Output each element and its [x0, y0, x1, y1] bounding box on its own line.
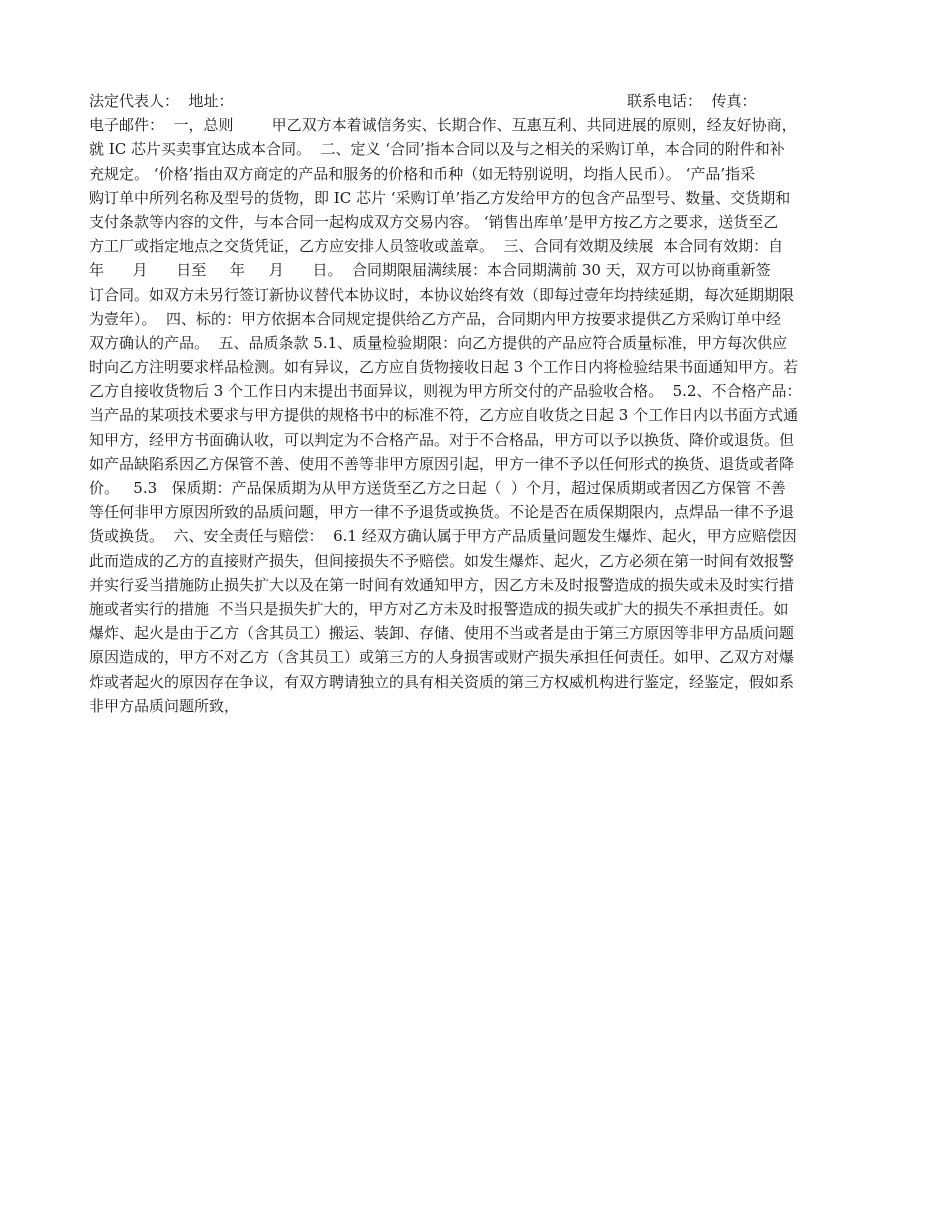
contract-header-line	[89, 89, 861, 113]
body-line: 年 月 日至 年 月 日。 合同期限届满续展：本合同期满前 30 天，双方可以协商重新签	[89, 261, 771, 280]
body-line: 购订单中所列名称及型号的货物，即 IC 芯片 ‘采购订单’指乙方发给甲方的包含产品型号、数量、交货期和	[89, 188, 791, 207]
contract-body	[89, 89, 861, 718]
body-line: 等任何非甲方原因所致的品质问题，甲方一律不予退货或换货。不论是否在质保期限内，点焊品一律不予退	[89, 503, 795, 522]
body-line: 支付条款等内容的文件，与本合同一起构成双方交易内容。 ‘销售出库单’是甲方按乙方之要求，送货至乙	[89, 212, 779, 231]
body-line: 爆炸、起火是由于乙方（含其员工）搬运、装卸、存储、使用不当或者是由于第三方原因等非甲方品质问题	[89, 624, 795, 643]
body-line: 炸或者起火的原因存在争议，有双方聘请独立的具有相关资质的第三方权威机构进行鉴定，经鉴定，假如系	[89, 672, 795, 691]
body-line: 知甲方，经甲方书面确认收，可以判定为不合格产品。对于不合格品，甲方可以予以换货、降价或退货。但	[89, 430, 795, 449]
body-line: 如产品缺陷系因乙方保管不善、使用不善等非甲方原因引起，甲方一律不予以任何形式的换货、退货或者降	[89, 454, 795, 473]
body-line: 时向乙方注明要求样品检测。如有异议，乙方应自货物接收日起 3 个工作日内将检验结果书面通知甲方。若	[89, 358, 799, 377]
body-line: 就 IC 芯片买卖事宜达成本合同。 二、定义 ‘合同’指本合同以及与之相关的采购订单，本合同的附件和补	[89, 140, 785, 159]
body-line: 为壹年）。 四、标的：甲方依据本合同规定提供给乙方产品，合同期内甲方按要求提供乙方采购订单中经	[89, 309, 782, 328]
legal-rep-address-label: 法定代表人： 地址：	[89, 92, 234, 110]
body-line: 并实行妥当措施防止损失扩大以及在第一时间有效通知甲方，因乙方未及时报警造成的损失或未及时实行措	[89, 575, 795, 594]
body-line: 非甲方品质问题所致，	[89, 696, 240, 715]
body-line: 乙方自接收货物后 3 个工作日内末提出书面异议，则视为甲方所交付的产品验收合格。 5.2、不合格产品：	[89, 382, 802, 401]
body-line: 原因造成的，甲方不对乙方（含其员工）或第三方的人身损害或财产损失承担任何责任。如甲、乙双方对爆	[89, 648, 795, 667]
body-line: 电子邮件： 一，总则 甲乙双方本着诚信务实、长期合作、互惠互利、共同进展的原则，经友好协商，	[89, 116, 797, 135]
body-line: 订合同。如双方未另行签订新协议替代本协议时，本协议始终有效（即每过壹年均持续延期，每次延期期限	[89, 285, 795, 304]
body-line: 当产品的某项技术要求与甲方提供的规格书中的标准不符，乙方应自收货之日起 3 个工作日内以书面方式通	[89, 406, 799, 425]
body-line: 此而造成的乙方的直接财产损失，但间接损失不予赔偿。如发生爆炸、起火，乙方必须在第一时间有效报警	[89, 551, 795, 570]
body-line: 双方确认的产品。 五、品质条款 5.1、质量检验期限：向乙方提供的产品应符合质量标准，甲方每次供应	[89, 333, 788, 352]
body-line: 施或者实行的措施 不当只是损失扩大的，甲方对乙方未及时报警造成的损失或扩大的损失不承担责任。如	[89, 599, 789, 618]
body-line: 货或换货。 六、安全责任与赔偿： 6.1 经双方确认属于甲方产品质量问题发生爆炸、起火，甲方应赔偿因	[89, 527, 797, 546]
phone-fax-label: 联系电话： 传真：	[627, 92, 757, 110]
body-line: 价。 5.3 保质期：产品保质期为从甲方送货至乙方之日起（ ）个月，超过保质期或者因乙方保管 不善	[89, 479, 786, 497]
body-line: 充规定。 ‘价格’指由双方商定的产品和服务的价格和币种（如无特别说明，均指人民币）。 ‘产品’指采	[89, 164, 756, 183]
body-line: 方工厂或指定地点之交货凭证，乙方应安排人员签收或盖章。 三、合同有效期及续展 本合同有效期：自	[89, 237, 784, 256]
